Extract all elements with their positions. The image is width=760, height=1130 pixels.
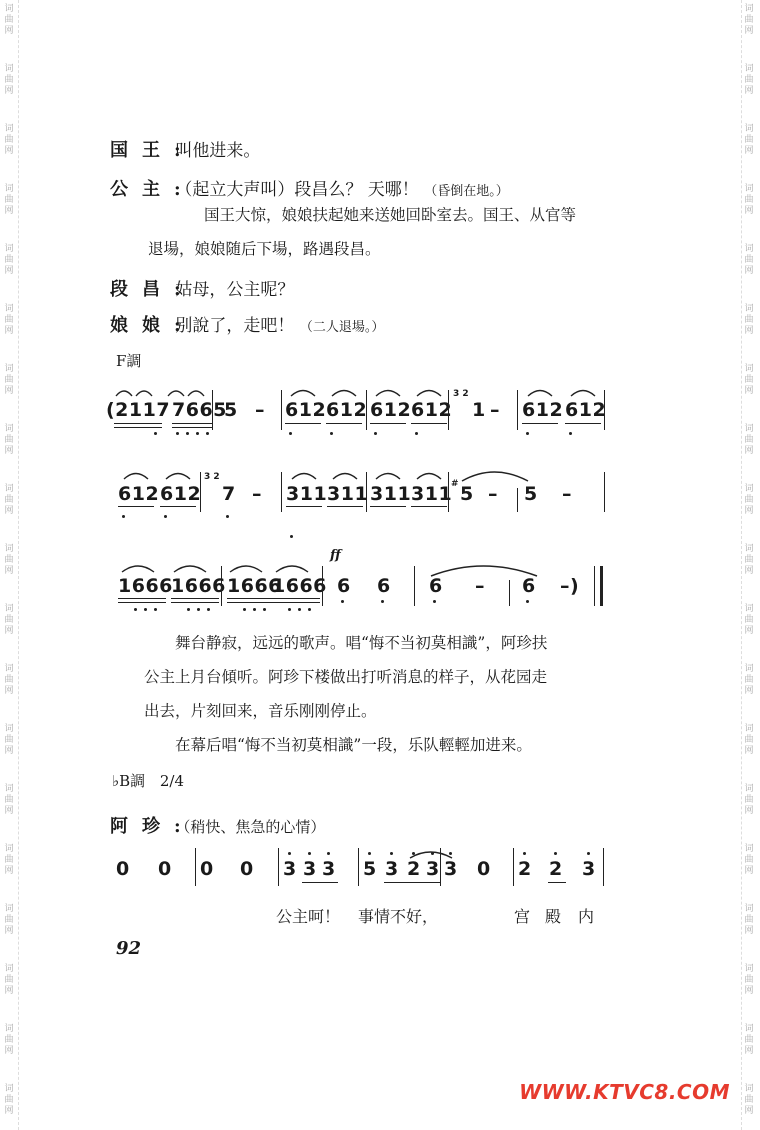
lower-octave-dot [253,608,256,611]
lower-octave-dot [289,432,292,435]
lyric: 事情不好， [358,907,439,926]
role-name: 公主: [110,179,195,200]
underline [172,427,212,428]
underline [227,598,275,599]
note: 2 [518,858,532,880]
dash: – [255,399,265,421]
lower-octave-dot [263,608,266,611]
underline [302,882,338,883]
key-signature-bflat [112,770,184,791]
dialogue-text: 姑母，公主呢？ [175,280,295,300]
watermark-text: 词 曲 网 [4,724,14,756]
tie-arc [425,556,545,578]
underline [411,506,447,507]
note-group: 612 [522,399,564,421]
watermark-text: 词 曲 网 [4,844,14,876]
lower-octave-dot [206,432,209,435]
underline [548,882,566,883]
note-group: 311 [411,483,453,505]
underline [272,598,320,599]
lower-octave-dot [330,432,333,435]
lyric: 内 [578,907,595,926]
underline [370,506,406,507]
barline [513,848,514,886]
note-group: 612 [565,399,607,421]
lower-octave-dot [164,515,167,518]
watermark-text: 词 曲 网 [4,64,14,96]
barline [517,488,518,512]
lower-octave-dot [154,608,157,611]
right-watermark-strip [742,0,758,1130]
lower-octave-dot [226,515,229,518]
barline [517,390,518,430]
barline [603,848,604,886]
underline [172,423,212,424]
note-group: 311 [327,483,369,505]
barline [509,580,510,606]
watermark-text: 词 曲 网 [4,124,14,156]
watermark-text: 词 曲 网 [4,664,14,696]
stage-note: （昏倒在地。） [424,184,509,199]
barline [281,390,282,430]
dash: – [252,483,262,505]
lower-octave-dot [308,608,311,611]
underline [118,602,166,603]
barline [278,848,279,886]
note: 3 [426,858,440,880]
lower-octave-dot [154,432,157,435]
watermark-text: 词 曲 网 [4,904,14,936]
dash-close: –) [560,575,580,597]
underline [171,602,219,603]
underline [327,506,363,507]
watermark-text: 词 曲 网 [4,184,14,216]
underline [326,423,362,424]
barline [212,390,213,430]
watermark-text: 词 曲 网 [744,1024,754,1056]
dialogue-line-queen [110,311,384,337]
note: 0 [240,858,254,880]
watermark-text: 词 曲 网 [744,544,754,576]
grace-note: 3 2 [453,389,469,399]
dash: – [562,483,572,505]
underline [171,598,219,599]
lower-octave-dot [176,432,179,435]
note-group: 1666 [171,575,226,597]
upper-octave-dot [587,852,590,855]
upper-octave-dot [308,852,311,855]
key-signature-f: F調 [116,352,142,370]
watermark-text: 词 曲 网 [4,544,14,576]
watermark-text: 词 曲 网 [4,244,14,276]
watermark-text: 词 曲 网 [4,604,14,636]
site-logo: WWW.KTVC8.COM [519,1080,730,1104]
watermark-text: 词 曲 网 [4,304,14,336]
upper-octave-dot [523,852,526,855]
note: 0 [158,858,172,880]
left-margin-rule [18,0,19,1130]
note: 6 [429,575,443,597]
lower-octave-dot [144,608,147,611]
note-group: 1666 [227,575,282,597]
watermark-text: 词 曲 网 [4,364,14,396]
fermata-marks [118,467,202,481]
underline [118,598,166,599]
watermark-text: 词 曲 网 [744,604,754,636]
barline [604,472,605,512]
dash: – [475,575,485,597]
stage-direction-line: 国王大惊，娘娘扶起她来送她回卧室去。国王、从官等 [204,206,577,224]
time-signature: 2/4 [159,772,185,790]
dash: – [490,399,500,421]
lower-octave-dot [381,600,384,603]
note: 6 [377,575,391,597]
note: 2 [407,858,421,880]
watermark-text: 词 曲 网 [744,724,754,756]
watermark-text: 词 曲 网 [4,1024,14,1056]
note-group: 612 [411,399,453,421]
fermata-marks [286,467,446,481]
lower-octave-dot [415,432,418,435]
lower-octave-dot [341,600,344,603]
lyric: 殿 [545,907,562,926]
note: 3 [303,858,317,880]
stage-direction-line: 退場，娘娘随后下場，路遇段昌。 [148,240,381,258]
note-group: 612 [160,483,202,505]
stage-direction-line: 舞台静寂，远远的歌声。唱“悔不当初莫相識”，阿珍扶 [175,634,548,652]
note-group: (2117 [106,399,171,421]
fermata-marks [285,384,445,398]
lower-octave-dot [374,432,377,435]
underline [160,506,196,507]
note-group: 311 [286,483,328,505]
page-number: 92 [116,938,142,959]
dash: – [488,483,498,505]
tie-arc [456,463,536,485]
final-barline [600,566,603,606]
aria-header [110,812,325,838]
watermark-text: 词 曲 网 [744,964,754,996]
watermark-text: 词 曲 网 [744,124,754,156]
lower-octave-dot [186,432,189,435]
watermark-text: 词 曲 网 [744,1084,754,1116]
role-name: 阿珍: [110,816,195,837]
barline [414,566,415,606]
watermark-text: 词 曲 网 [744,184,754,216]
watermark-text: 词 曲 网 [744,484,754,516]
note: 6 [522,575,536,597]
underline [411,423,447,424]
watermark-text: 词 曲 网 [744,64,754,96]
note: 2 [549,858,563,880]
lower-octave-dot [569,432,572,435]
key-name: ♭B調 [112,772,146,790]
watermark-text: 词 曲 网 [744,844,754,876]
note: 0 [200,858,214,880]
note: 3 [385,858,399,880]
watermark-text: 词 曲 网 [4,424,14,456]
note: 5 [460,483,474,505]
barline [594,566,595,606]
barline [358,848,359,886]
upper-octave-dot [327,852,330,855]
lower-octave-dot [243,608,246,611]
watermark-text: 词 曲 网 [744,364,754,396]
stage-direction-line: 公主上月台傾听。阿珍下楼做出打听消息的样子，从花园走 [144,668,548,686]
barline [281,472,282,512]
lower-octave-dot [288,608,291,611]
slur-marks [112,384,212,398]
note-group: 612 [285,399,327,421]
note: 7 [222,483,236,505]
dialogue-text: （起立大声叫）段昌么？ 天哪！ [175,180,419,200]
watermark-text: 词 曲 网 [744,244,754,276]
note-group: 1666 [118,575,173,597]
lyric: 公主呵！ [276,907,341,926]
note: 3 [582,858,596,880]
note: 3 [283,858,297,880]
note-group: 612 [326,399,368,421]
underline [114,423,162,424]
note-group: 612 [118,483,160,505]
stage-direction-line: 在幕后唱“悔不当初莫相識”一段，乐队輕輕加进来。 [175,736,532,754]
watermark-text: 词 曲 网 [744,784,754,816]
note: 5 [224,399,238,421]
lower-octave-dot [298,608,301,611]
watermark-text: 词 曲 网 [4,964,14,996]
note: 5 [524,483,538,505]
watermark-text: 词 曲 网 [4,1084,14,1116]
lower-octave-dot [526,432,529,435]
watermark-text: 词 曲 网 [4,784,14,816]
note: 0 [116,858,130,880]
barline [448,472,449,512]
watermark-text: 词 曲 网 [744,424,754,456]
underline [285,423,321,424]
underline [114,427,162,428]
underline [272,602,320,603]
note-group: 311 [370,483,412,505]
lyric: 宫 [514,907,531,926]
role-name: 国王: [110,140,195,161]
note: 1 [472,399,486,421]
lower-octave-dot [122,515,125,518]
grace-note: 3 2 [204,472,220,482]
watermark-text: 词 曲 网 [4,484,14,516]
stage-direction-line: 出去，片刻回来，音乐刚刚停止。 [144,702,377,720]
slur-marks [118,558,323,574]
underline [370,423,406,424]
underline [565,423,601,424]
barline [448,390,449,430]
upper-octave-dot [390,852,393,855]
underline [227,602,275,603]
lower-octave-dot [187,608,190,611]
lower-octave-dot [134,608,137,611]
role-name: 娘娘: [110,315,195,336]
note-group: 612 [370,399,412,421]
upper-octave-dot [554,852,557,855]
underline [384,882,440,883]
lower-octave-dot [290,535,293,538]
watermark-text: 词 曲 网 [744,664,754,696]
underline [118,506,154,507]
dialogue-text: 别說了，走吧！ [175,316,295,336]
dialogue-line-king [110,136,260,162]
sharp-sign: # [451,479,459,489]
dialogue-text: 叫他进来。 [175,141,261,161]
lower-octave-dot [526,600,529,603]
upper-octave-dot [288,852,291,855]
note-group: 7665 [172,399,227,421]
left-watermark-strip [2,0,18,1130]
dialogue-line-duanchang [110,275,294,301]
fermata-marks [522,384,606,398]
note: 0 [477,858,491,880]
slur-arc [404,846,460,860]
watermark-text: 词 曲 网 [744,304,754,336]
note: 5 [363,858,377,880]
upper-octave-dot [368,852,371,855]
lower-octave-dot [197,608,200,611]
note: 3 [322,858,336,880]
stage-note: （稍快、焦急的心情） [175,818,326,836]
role-name: 段昌: [110,279,195,300]
note: 6 [337,575,351,597]
lower-octave-dot [207,608,210,611]
note: 3 [444,858,458,880]
lower-octave-dot [196,432,199,435]
stage-note: （二人退場。） [299,320,385,335]
note-group: 1666 [272,575,327,597]
dynamic-marking: ff [330,548,341,563]
watermark-text: 词 曲 网 [744,904,754,936]
underline [522,423,558,424]
watermark-text: 词 曲 网 [744,4,754,36]
underline [286,506,322,507]
lower-octave-dot [433,600,436,603]
watermark-text: 词 曲 网 [4,4,14,36]
barline [195,848,196,886]
